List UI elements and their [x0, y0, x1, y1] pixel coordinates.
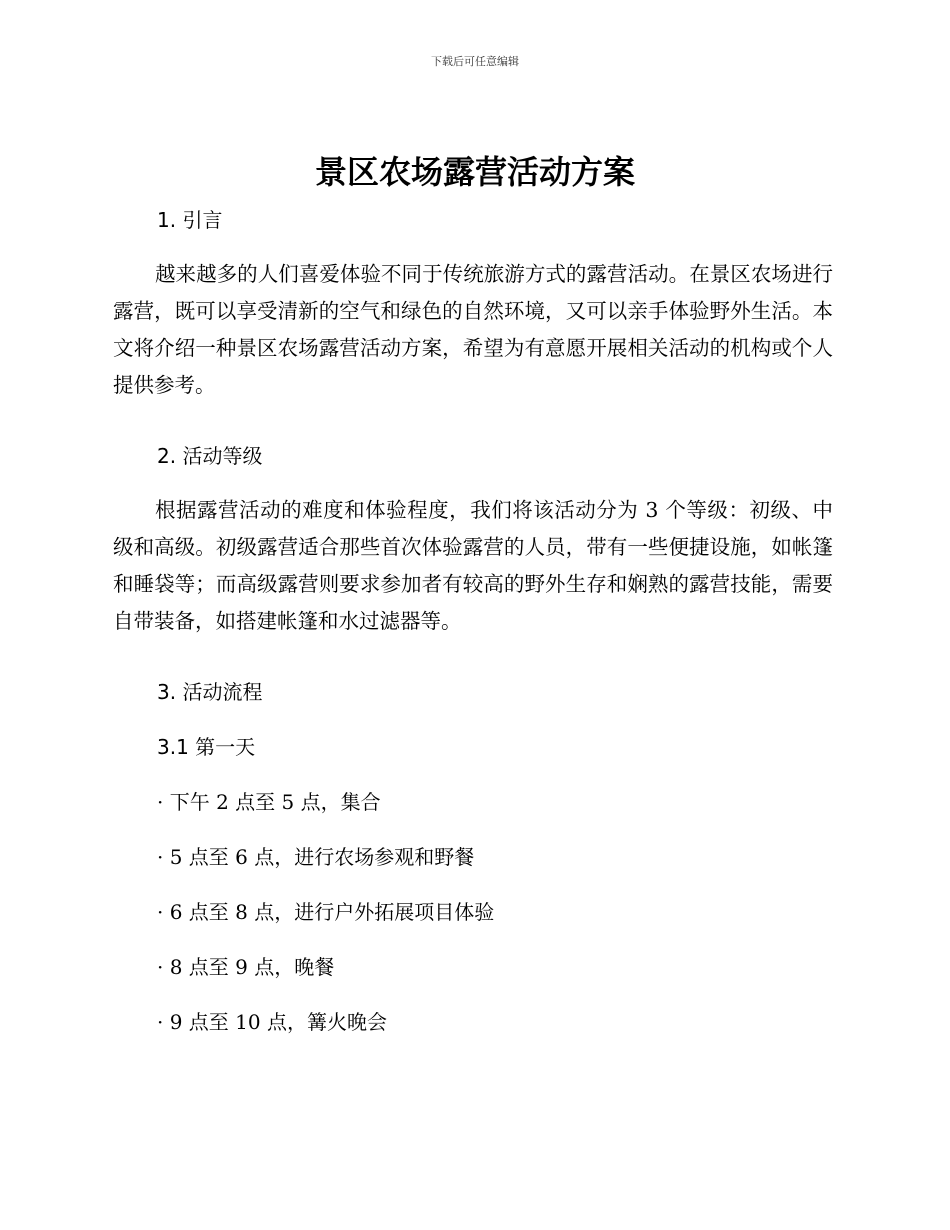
section-heading-activity-flow: 3. 活动流程 [157, 680, 263, 704]
activity-levels-paragraph: 根据露营活动的难度和体验程度，我们将该活动分为 3 个等级：初级、中级和高级。初级露营适合那些首次体验露营的人员，带有一些便捷设施，如帐篷和睡袋等；而高级露营则要求参加者有较高的野外生存和娴熟的露营技能，需要自带装备，如搭建帐篷和水过滤器等。 [113, 498, 833, 633]
schedule-item: · 6 点至 8 点，进行户外拓展项目体验 [157, 900, 495, 924]
schedule-item: · 下午 2 点至 5 点，集合 [157, 790, 381, 814]
header-note: 下载后可任意编辑 [431, 55, 519, 68]
subsection-heading-day-one: 3.1 第一天 [157, 735, 256, 759]
schedule-item: · 9 点至 10 点，篝火晚会 [157, 1010, 387, 1034]
schedule-item: · 5 点至 6 点，进行农场参观和野餐 [157, 845, 475, 869]
section-heading-activity-levels: 2. 活动等级 [157, 444, 263, 468]
document-title: 景区农场露营活动方案 [314, 153, 635, 191]
introduction-paragraph: 越来越多的人们喜爱体验不同于传统旅游方式的露营活动。在景区农场进行露营，既可以享受清新的空气和绿色的自然环境，又可以亲手体验野外生活。本文将介绍一种景区农场露营活动方案，希望为有意愿开展相关活动的机构或个人提供参考。 [113, 262, 833, 397]
section-heading-introduction: 1. 引言 [157, 208, 223, 232]
schedule-item: · 8 点至 9 点，晚餐 [157, 955, 335, 979]
